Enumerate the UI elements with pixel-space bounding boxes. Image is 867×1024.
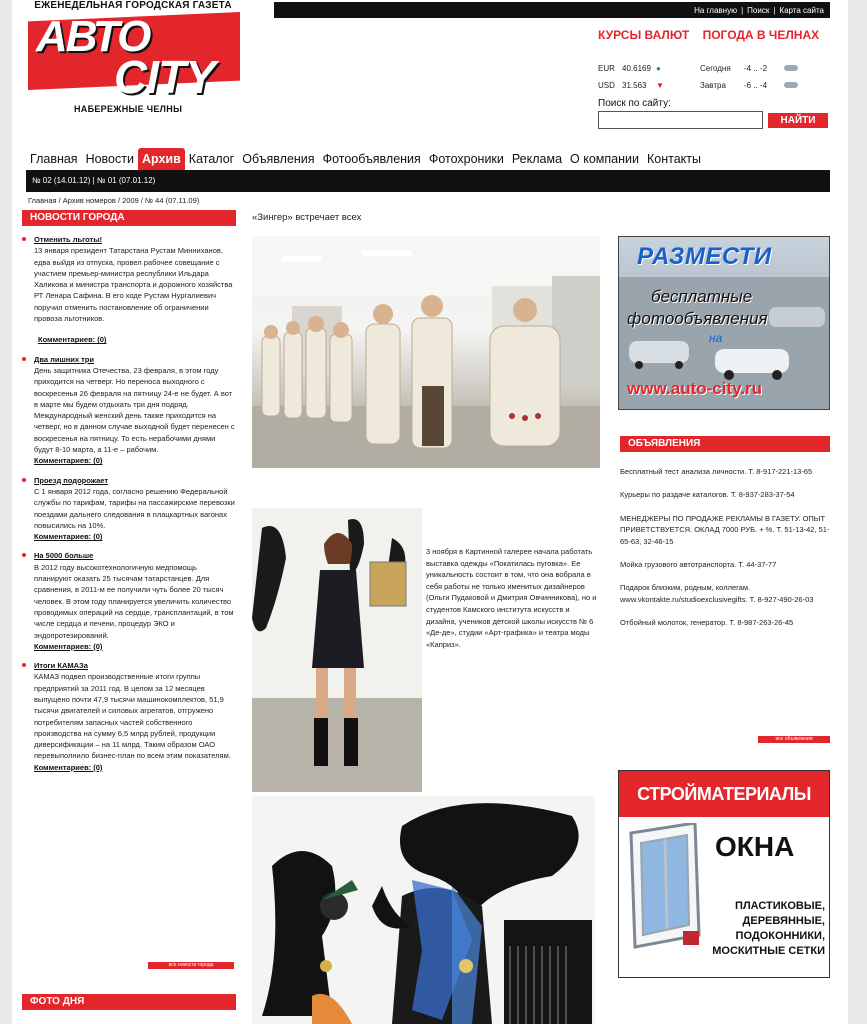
ad-photo-ads-word: фотообъявления: [627, 309, 768, 328]
home-link[interactable]: На главную: [694, 5, 738, 15]
currency-value: 31.563: [622, 81, 647, 90]
building-materials-heading: СТРОЙМАТЕРИАЛЫ: [619, 771, 829, 817]
arrow-up-icon: ●: [656, 64, 661, 73]
arrow-down-icon: ▼: [656, 81, 664, 90]
silhouette-exhibit-photo[interactable]: [252, 796, 595, 1024]
classified-item: Мойка грузового автотранспорта. Т. 44-37-77: [620, 560, 777, 570]
currency-row: [598, 60, 698, 77]
nav-item-catalog[interactable]: Каталог: [188, 152, 235, 166]
ad-on-word: на: [709, 331, 723, 345]
news-text: 13 января президент Татарстана Рустам Минниханов, едва выйдя из отпуска, провел рабочее совещание с участием премьер-министра республики Ильдара Халикова и министра транспорта и дорожного хозяйства РТ Ленара Сафина. В его ходе Рустам Нургалиевич поручил отменить постановление об ограничении провоза льготников.: [34, 246, 233, 324]
news-item: [20, 660, 236, 773]
bullet-icon: [22, 553, 26, 557]
news-title[interactable]: Два лишних три: [34, 354, 94, 364]
photo-of-day-heading: ФОТО ДНЯ: [22, 994, 236, 1010]
nav-item-about[interactable]: О компании: [570, 152, 639, 166]
currency-value: 40.6169: [622, 64, 651, 73]
header-info-links: [598, 28, 829, 42]
windows-title: ОКНА: [715, 831, 795, 862]
search-label: Поиск по сайту:: [598, 98, 671, 109]
product-line: ДЕРЕВЯННЫЕ,: [742, 915, 825, 927]
ad-site-url: www.auto-city.ru: [627, 379, 763, 398]
nav-item-contacts[interactable]: Контакты: [646, 152, 701, 166]
nav-item-ads[interactable]: Объявления: [242, 152, 315, 166]
top-links-bar: На главную | Поиск | Карта сайта: [274, 2, 830, 18]
news-title[interactable]: Проезд подорожает: [34, 475, 109, 485]
search-input[interactable]: [598, 111, 763, 129]
nav-item-home[interactable]: Главная: [30, 152, 78, 166]
news-item: [20, 550, 236, 652]
news-text: В 2012 году высокотехнологичную медпомощь планируют оказать 25 тысячам татарстанцев. Для сравнения, в 2011-м ее получили чуть более 20 тысяч человек. В этом году планируется увеличить количество проводимых операций на сердце, трансплантаций, в том числе сердца и печени, процедур ЭКО и эндопротезирований.: [34, 562, 234, 640]
all-news-button[interactable]: все новости города: [148, 962, 234, 969]
search-link[interactable]: Поиск: [747, 5, 770, 15]
classified-item: Подарок близким, родным, коллегам. www.vkontakte.ru/studioexclusivegifts. Т. 8-927-490-26-03: [620, 583, 814, 604]
sitemap-link[interactable]: Карта сайта: [779, 5, 824, 15]
news-text: День защитника Отечества, 23 февраля, в этом году приходится на четверг. Но переноса выходного с воскресенья 26 февраля на пятницу 24-е не будет. А вот в марте мы будем отдыхать три дня подряд. Международный женский день также приходится на четверг, но в данном случае выходной будет перенесен с воскресенья на пятницу. То есть нерабочими днями будут 8-10 марта, а 11-е – рабочим.: [34, 365, 235, 455]
currency-rates-link[interactable]: КУРСЫ ВАЛЮТ: [598, 28, 690, 42]
weather-row: [700, 77, 798, 94]
classified-item: Курьеры по раздаче каталогов. Т. 8-937-283-37-54: [620, 490, 795, 500]
product-line: ПЛАСТИКОВЫЕ,: [735, 900, 825, 912]
bullet-icon: [22, 237, 26, 241]
nav-item-archive[interactable]: Архив: [138, 148, 185, 170]
photo-ads-banner[interactable]: [618, 236, 830, 410]
news-comments-link[interactable]: Комментариев: (0): [34, 532, 103, 542]
weather-temp: -4 .. -2: [744, 64, 768, 73]
logo-tagline: ЕЖЕНЕДЕЛЬНАЯ ГОРОДСКАЯ ГАЗЕТА: [34, 0, 232, 11]
classifieds-list: [620, 466, 832, 641]
ad-free-word: бесплатные: [651, 287, 753, 306]
news-text: С 1 января 2012 года, согласно решению Федеральной службы по тарифам, тарифы на пассажирские перевозки поездами дальнего следования в плацкартных вагонах повысились на 10%.: [34, 486, 235, 530]
silhouette-illustration: [252, 796, 595, 1024]
weather-temp: -6 .. -4: [744, 81, 768, 90]
news-title[interactable]: Отменить льготы!: [34, 235, 103, 244]
product-line: МОСКИТНЫЕ СЕТКИ: [712, 945, 825, 957]
product-line: ПОДОКОННИКИ,: [735, 930, 825, 942]
classifieds-heading: ОБЪЯВЛЕНИЯ: [620, 436, 830, 452]
nav-item-photo-ads[interactable]: Фотообъявления: [322, 152, 421, 166]
search-button[interactable]: НАЙТИ: [768, 113, 828, 128]
news-comments-link[interactable]: Комментариев: (0): [38, 335, 107, 345]
breadcrumb[interactable]: Главная / Архив номеров / 2009 / № 44 (07.11.09): [28, 196, 200, 205]
weather-row: [700, 60, 798, 77]
logo-word-auto: АВТО: [36, 12, 150, 61]
all-ads-button[interactable]: все объявления: [758, 736, 830, 743]
cloud-icon: [784, 82, 798, 88]
nav-item-news[interactable]: Новости: [85, 152, 134, 166]
windows-ad-banner[interactable]: [618, 770, 830, 978]
news-comments-link[interactable]: Комментариев: (0): [34, 641, 103, 651]
classified-item: МЕНЕДЖЕРЫ ПО ПРОДАЖЕ РЕКЛАМЫ В ГАЗЕТУ. ОПЫТ ПРИВЕТСТВУЕТСЯ. ОКЛАД 7000 РУБ. + %. Т. 51-13-42, 51-65-63, 32-46-15: [620, 513, 830, 546]
weather-day: Сегодня: [700, 64, 731, 73]
news-list: [20, 234, 236, 781]
classified-item: Отбойный молоток, генератор. Т. 8-987-263-26-45: [620, 618, 794, 628]
bullet-icon: [22, 663, 26, 667]
site-logo[interactable]: [22, 0, 244, 122]
fashion-show-photo[interactable]: [252, 236, 600, 468]
news-title[interactable]: На 5000 больше: [34, 551, 94, 561]
article-title: «Зингер» встречает всех: [252, 212, 362, 223]
news-comments-link[interactable]: Комментариев: (0): [34, 762, 103, 772]
logo-subtitle: НАБЕРЕЖНЫЕ ЧЕЛНЫ: [74, 104, 183, 114]
news-heading: НОВОСТИ ГОРОДА: [22, 210, 236, 226]
article-text: 3 ноября в Картинной галерее начала работать выставка одежды «Покатилась пуговка». Ее уникальность состоит в том, что она вобрала в себя работы не только именитых дизайнеров (Ольги Пудаковой и Дмитрия Овчинникова), но и студентов Камского института искусств и дизайна, учеников детской школы искусств № 6 «Де-де», студии «Арт-графика» и театра моды «Каприз».: [426, 547, 597, 649]
news-item: [20, 234, 236, 346]
issues-bar: [26, 170, 830, 192]
page: [12, 0, 848, 1024]
news-item: [20, 354, 236, 467]
issue-links[interactable]: № 02 (14.01.12) | № 01 (07.01.12): [32, 176, 156, 185]
news-comments-link[interactable]: Комментариев: (0): [34, 456, 103, 466]
windows-products: [689, 899, 825, 959]
bullet-icon: [22, 357, 26, 361]
currency-table: [598, 60, 698, 94]
classified-item: Бесплатный тест анализа личности. Т. 8-917-221-13-65: [620, 467, 813, 476]
main-nav: [26, 146, 705, 172]
fashion-show-illustration: [252, 236, 600, 468]
cloud-icon: [784, 65, 798, 71]
logo-word-city: CITY: [114, 51, 215, 103]
weather-link[interactable]: ПОГОДА В ЧЕЛНАХ: [702, 28, 820, 42]
currency-code: EUR: [598, 64, 615, 73]
nav-item-photo-chronicles[interactable]: Фотохроники: [428, 152, 504, 166]
weather-day: Завтра: [700, 81, 726, 90]
model-photo[interactable]: [252, 508, 422, 792]
nav-item-advertising[interactable]: Реклама: [511, 152, 563, 166]
bullet-icon: [22, 478, 26, 482]
currency-row: [598, 77, 698, 94]
news-text: КАМАЗ подвел производственные итоги группы предприятий за 2011 год. В целом за 12 месяцев выпущено почти 47,9 тысячи машинокомплектов, 51,9 тысячи двигателей и силовых агрегатов, отгружено потребителям запасных частей собственного производства на сумму 6,5 млрд рублей, продукции диверсификации – на 11 млрд. Таким образом ОАО перевыполнило бизнес-план по всем этим показателям.: [34, 672, 231, 761]
news-title[interactable]: Итоги КАМАЗа: [34, 661, 88, 671]
ad-place-word: РАЗМЕСТИ: [637, 243, 772, 270]
currency-code: USD: [598, 81, 615, 90]
model-illustration: [252, 508, 422, 792]
news-item: [20, 475, 236, 543]
weather-table: [700, 60, 798, 94]
